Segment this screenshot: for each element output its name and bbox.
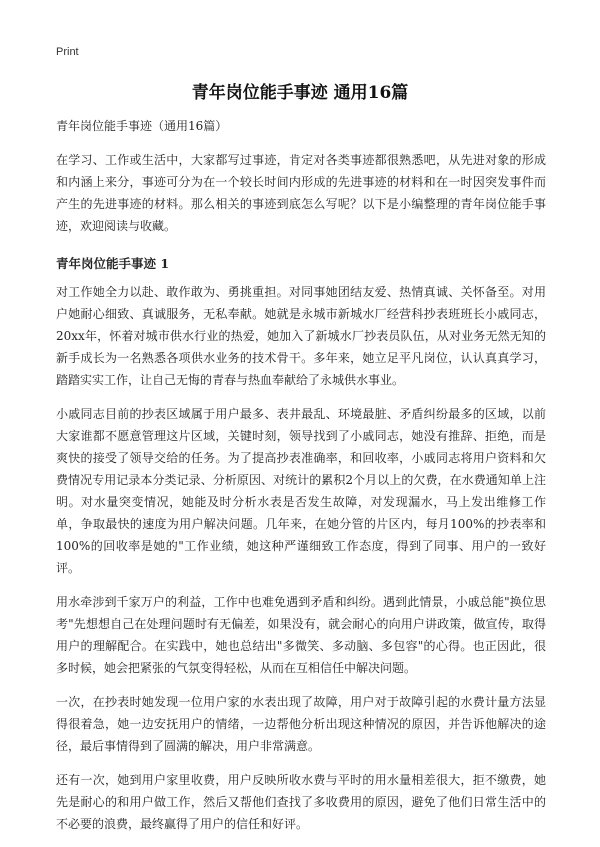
intro-paragraph: 在学习、工作或生活中，大家都写过事迹，肯定对各类事迹都很熟悉吧，从先进对象的形成和内涵上来分，事迹可分为在一个较长时间内形成的先进事迹的材料和在一时因突发事件而产生的先进事迹的材料。那么相关的事迹到底怎么写呢？以下是小编整理的青年岗位能手事迹，欢迎阅读与收藏。 <box>56 153 546 233</box>
document-title: 青年岗位能手事迹 通用16篇 <box>191 83 409 103</box>
body-paragraph-4: 一次，在抄表时她发现一位用户家的水表出现了故障，用户对于故障引起的水费计量方法显得很着急，她一边安抚用户的情绪，一边帮他分析出现这种情况的原因，并告诉他解决的途径，最后事情得到了圆满的解决，用户非常满意。 <box>56 695 546 753</box>
document-body <box>56 116 546 847</box>
body-paragraph-3: 用水牵涉到千家万户的利益，工作中也难免遇到矛盾和纠纷。遇到此情景，小戚总能"换位思考"先想想自己在处理问题时有无偏差，如果没有，就会耐心的向用户讲政策，做宣传，取得用户的理解配合。在实践中，她也总结出"多微笑、多动脑、多包容"的心得。也正因此，很多时候，她会把紧张的气氛变得轻松，从而在互相信任中解决问题。 <box>56 595 546 675</box>
document-subtitle: 青年岗位能手事迹（通用16篇） <box>56 119 228 133</box>
section-heading: 青年岗位能手事迹 1 <box>56 256 170 271</box>
print-link[interactable]: Print <box>56 46 79 58</box>
body-paragraph-2: 小戚同志目前的抄表区域属于用户最多、表井最乱、环境最脏、矛盾纠纷最多的区域，以前大家谁都不愿意管理这片区域，关键时刻，领导找到了小戚同志，她没有推辞、拒绝，而是爽快的接受了领导交给的任务。为了提高抄表准确率，和回收率，小戚同志将用户资料和欠费情况专用记录本分类记录、分析原因、对统计的累积2个月以上的欠费，在水费通知单上注明。对水量突变情况，她能及时分析水表是否发生故障，对发现漏水，马上发出维修工作单，争取最快的速度为用户解决问题。几年来，在她分管的片区内，每月100%的抄表率和100%的回收率是她的"工作业绩，她这种严谨细致工作态度，得到了同事、用户的一致好评。 <box>56 407 546 575</box>
body-paragraph-1: 对工作她全力以赴、敢作敢为、勇挑重担。对同事她团结友爱、热情真诚、关怀备至。对用户她耐心细致、真诚服务，无私奉献。她就是永城市新城水厂经营科抄表班班长小戚同志，20xx年，怀着对城市供水行业的热爱，她加入了新城水厂抄表员队伍，从对业务无然无知的新手成长为一名熟悉各项供水业务的技术骨干。多年来，她立足平凡岗位，认认真真学习，踏踏实实工作，让自己无悔的青春与热血奉献给了永城供水事业。 <box>56 285 546 387</box>
body-paragraph-5: 还有一次，她到用户家里收费，用户反映所收水费与平时的用水量相差很大，拒不缴费，她先是耐心的和用户做工作，然后又帮他们查找了多收费用的原因，避免了他们日常生活中的不必要的浪费，最终赢得了用户的信任和好评。 <box>56 773 546 831</box>
